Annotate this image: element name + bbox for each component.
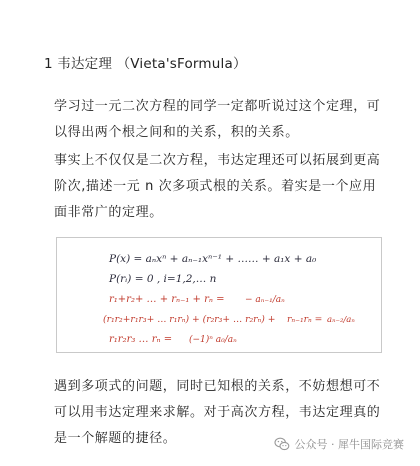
formula-pairs-lhs: (r₁r₂+r₁r₃+ … r₁rₙ) + (r₂r₃+ … r₂rₙ) +: [103, 314, 276, 325]
paragraph-line: 可以用韦达定理来求解。对于高次方程，韦达定理真的: [54, 405, 381, 420]
section-heading: 1 韦达定理 （Vieta'sFormula）: [44, 56, 247, 72]
paragraph-line: 面非常广的定理。: [54, 205, 163, 220]
formula-pairs-rhs: aₙ₋₂/aₙ: [327, 315, 355, 325]
wechat-icon: [274, 436, 290, 452]
formula-roots: P(rᵢ) = 0 , i=1,2,… n: [109, 273, 217, 285]
formula-product-lhs: r₁r₂r₃ … rₙ =: [109, 334, 173, 345]
formula-image: [56, 237, 382, 353]
paragraph-line: 阶次,描述一元 n 次多项式根的关系。着实是一个应用: [54, 179, 377, 194]
paragraph-intro: [54, 94, 384, 146]
paragraph-line: 事实上不仅仅是二次方程，韦达定理还可以拓展到更高: [54, 153, 381, 168]
watermark: [274, 436, 405, 452]
paragraph-line: 学习过一元二次方程的同学一定都听说过这个定理，可: [54, 99, 381, 114]
formula-sum-rhs: − aₙ₋₁/aₙ: [245, 295, 285, 305]
paragraph-line: 遇到多项式的问题，同时已知根的关系，不妨想想可不: [54, 379, 381, 394]
watermark-text: 公众号 · 犀牛国际竞赛: [294, 438, 404, 451]
paragraph-line: 是一个解题的捷径。: [54, 431, 177, 446]
formula-product-rhs: (−1)ⁿ a₀/aₙ: [189, 335, 237, 345]
paragraph-line: 以得出两个根之间和的关系，积的关系。: [54, 125, 299, 140]
handwritten-formulas: [57, 238, 383, 354]
formula-pairs-mid: rₙ₋₁rₙ =: [287, 314, 323, 325]
paragraph-extension: [54, 148, 384, 226]
formula-sum-lhs: r₁+r₂+ … + rₙ₋₁ + rₙ =: [109, 294, 225, 305]
formula-polynomial: P(x) = aₙxⁿ + aₙ₋₁xⁿ⁻¹ + …… + a₁x + a₀: [109, 253, 317, 265]
